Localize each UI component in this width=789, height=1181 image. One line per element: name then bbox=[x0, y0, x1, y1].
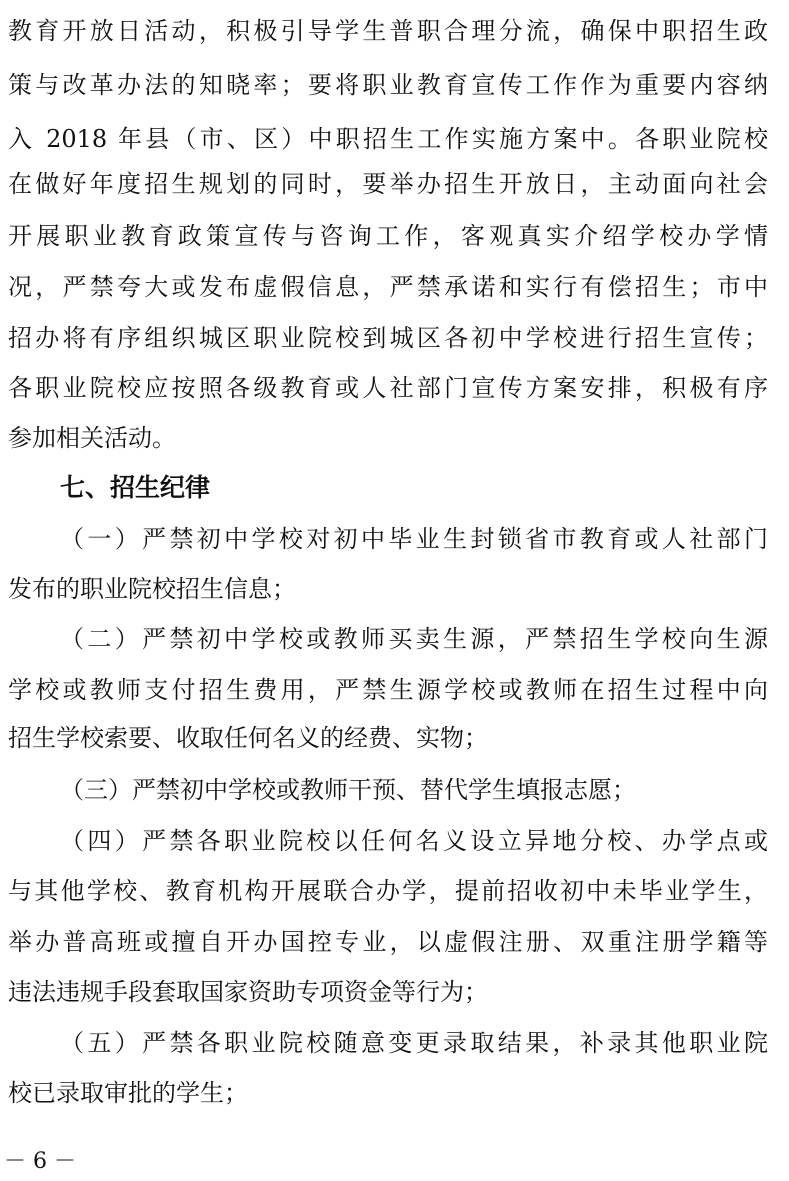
list-item-line: （一）严禁初中学校对初中毕业生封锁省市教育或人社部门 bbox=[60, 525, 768, 553]
list-item-line: （五）严禁各职业院校随意变更录取结果，补录其他职业院 bbox=[60, 1029, 768, 1057]
list-item-line: 举办普高班或擅自开办国控专业，以虚假注册、双重注册学籍等 bbox=[8, 928, 768, 956]
paragraph-line: 教育开放日活动，积极引导学生普职合理分流，确保中职招生政 bbox=[8, 17, 768, 45]
paragraph-line: 各职业院校应按照各级教育或人社部门宣传方案安排，积极有序 bbox=[8, 374, 768, 402]
page-number: － 6 － bbox=[4, 1149, 76, 1174]
list-item-line: （三）严禁初中学校或教师干预、替代学生填报志愿； bbox=[60, 776, 636, 804]
section-heading: 七、招生纪律 bbox=[60, 473, 211, 502]
list-item-line: 违法违规手段套取国家资助专项资金等行为； bbox=[8, 978, 488, 1006]
list-item-line: 学校或教师支付招生费用，严禁生源学校或教师在招生过程中向 bbox=[8, 676, 768, 704]
paragraph-line: 在做好年度招生规划的同时，要举办招生开放日，主动面向社会 bbox=[8, 170, 768, 198]
list-item-line: 招生学校索要、收取任何名义的经费、实物； bbox=[8, 724, 488, 752]
list-item-line: 校已录取审批的学生； bbox=[8, 1079, 248, 1107]
list-item-line: 与其他学校、教育机构开展联合办学，提前招收初中未毕业学生， bbox=[8, 877, 768, 905]
paragraph-line: 况，严禁夸大或发布虚假信息，严禁承诺和实行有偿招生；市中 bbox=[8, 273, 768, 301]
paragraph-line: 参加相关活动。 bbox=[8, 424, 176, 452]
paragraph-line: 入 2018 年县（市、区）中职招生工作实施方案中。各职业院校 bbox=[8, 125, 768, 153]
list-item-line: （二）严禁初中学校或教师买卖生源，严禁招生学校向生源 bbox=[60, 625, 768, 653]
paragraph-line: 策与改革办法的知晓率；要将职业教育宣传工作作为重要内容纳 bbox=[8, 71, 768, 99]
list-item-line: 发布的职业院校招生信息； bbox=[8, 575, 296, 603]
paragraph-line: 开展职业教育政策宣传与咨询工作，客观真实介绍学校办学情 bbox=[8, 222, 768, 250]
list-item-line: （四）严禁各职业院校以任何名义设立异地分校、办学点或 bbox=[60, 827, 768, 855]
paragraph-line: 招办将有序组织城区职业院校到城区各初中学校进行招生宣传； bbox=[8, 324, 768, 352]
